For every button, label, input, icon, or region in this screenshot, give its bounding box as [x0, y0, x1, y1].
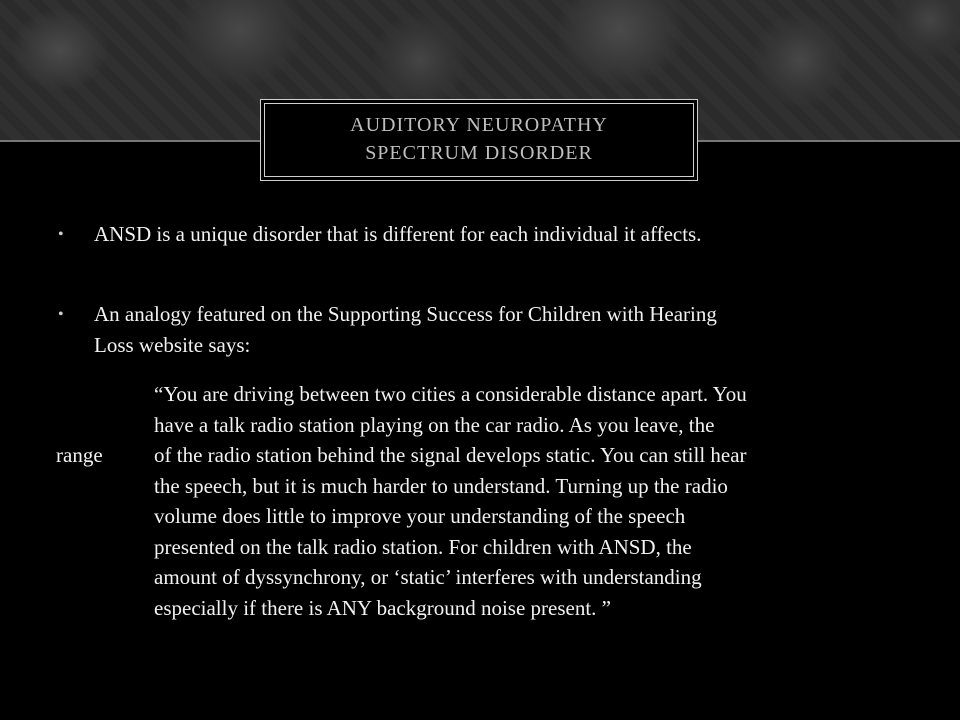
- slide-title-line-1: AUDITORY NEUROPATHY: [350, 114, 608, 136]
- slide-title-line-2: SPECTRUM DISORDER: [365, 142, 593, 164]
- bullet-2-line-1: An analogy featured on the Supporting Success for Children with Hearing: [94, 302, 717, 326]
- quote-line: of the radio station behind the signal develops static. You can still hear: [154, 443, 747, 467]
- bullet-text-1: [94, 219, 701, 250]
- quote-line: “You are driving between two cities a considerable distance apart. You: [154, 382, 747, 406]
- quote-line: the speech, but it is much harder to understand. Turning up the radio: [154, 473, 728, 498]
- quote-line: presented on the talk radio station. For children with ANSD, the: [154, 534, 692, 559]
- quote-margin-word: range: [56, 443, 103, 467]
- bullet-marker: •: [58, 306, 64, 323]
- title-box: [260, 99, 698, 181]
- quote-line: volume does little to improve your understanding of the speech: [154, 504, 686, 528]
- quote-line: have a talk radio station playing on the car radio. As you leave, the: [154, 412, 715, 437]
- bullet-marker: •: [58, 226, 64, 243]
- quote-line: amount of dyssynchrony, or ‘static’ interferes with understanding: [154, 565, 702, 589]
- quote-line: especially if there is ANY background noise present. ”: [154, 595, 611, 620]
- bullet-text-2: [94, 299, 717, 361]
- analogy-quote: [154, 379, 747, 623]
- bullet-2-line-2: Loss website says:: [94, 333, 251, 357]
- bullet-1-line-1: ANSD is a unique disorder that is different for each individual it affects.: [94, 222, 702, 246]
